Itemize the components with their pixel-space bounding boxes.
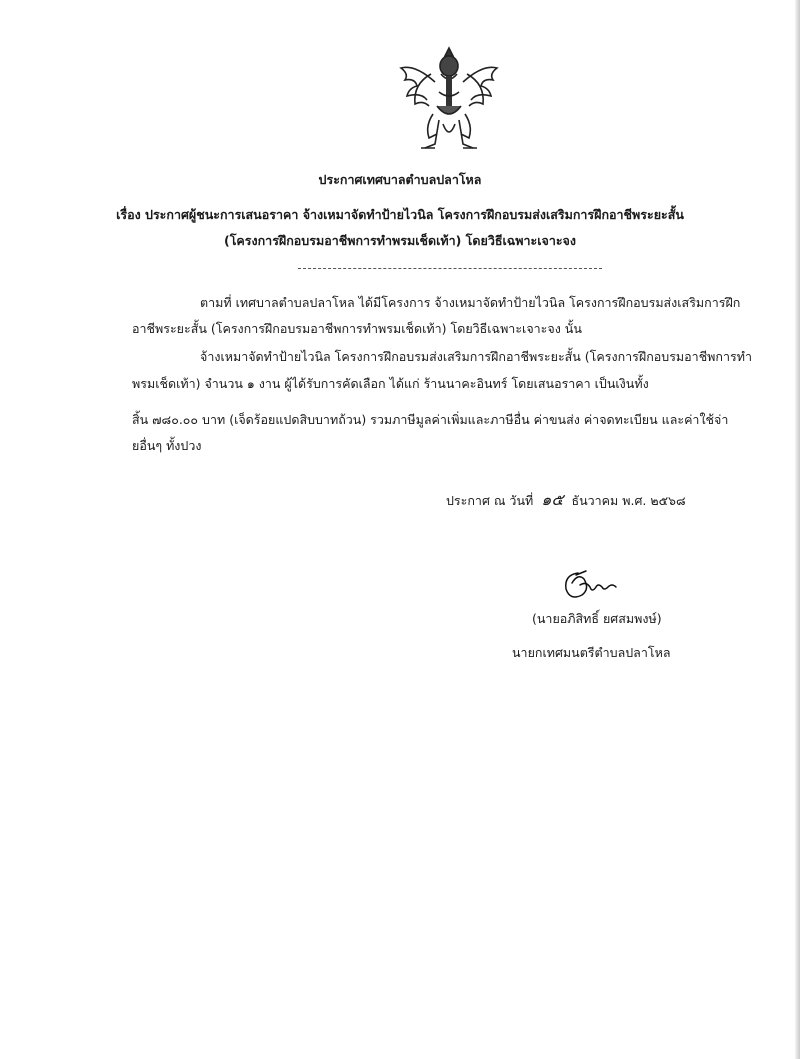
handwritten-signature-icon [556, 567, 624, 607]
date-day-handwritten: ๑๕ [541, 490, 564, 509]
paragraph-1-line-1: ตามที่ เทศบาลตำบลปลาโหล ได้มีโครงการ จ้างเหมาจัดทำป้ายไวนิล โครงการฝึกอบรมส่งเสริมการฝึก [200, 295, 741, 310]
announcement-date [446, 492, 686, 509]
issuing-office-title: ประกาศเทศบาลตำบลปลาโหล [318, 172, 482, 187]
paragraph-2-line-4: ยอื่นๆ ทั้งปวง [132, 438, 202, 453]
paragraph-2-line-1: จ้างเหมาจัดทำป้ายไวนิล โครงการฝึกอบรมส่งเสริมการฝึกอาชีพระยะสั้น (โครงการฝึกอบรมอาชีพการทำ [200, 349, 752, 364]
paragraph-2-line-3: สิ้น ๗๘๐.๐๐ บาท (เจ็ดร้อยแปดสิบบาทถ้วน) รวมภาษีมูลค่าเพิ่มและภาษีอื่น ค่าขนส่ง ค่าจดทะเบียน และค่าใช้จ่า [132, 412, 729, 427]
paragraph-1-line-2: อาชีพระยะสั้น (โครงการฝึกอบรมอาชีพการทำพรมเช็ดเท้า) โดยวิธีเฉพาะเจาะจง นั้น [132, 321, 582, 336]
garuda-emblem-icon [395, 44, 503, 156]
subject-line-2: (โครงการฝึกอบรมอาชีพการทำพรมเช็ดเท้า) โดยวิธีเฉพาะเจาะจง [224, 233, 576, 248]
signatory-position: นายกเทศมนตรีตำบลปลาโหล [512, 645, 671, 660]
scan-edge-shadow [795, 0, 800, 1059]
date-prefix: ประกาศ ณ วันที่ [446, 493, 534, 508]
paragraph-2-line-2: พรมเช็ดเท้า) จำนวน ๑ งาน ผู้ได้รับการคัดเลือก ได้แก่ ร้านนาคะอินทร์ โดยเสนอราคา เป็นเงินทั้ง [132, 376, 649, 391]
subject-line-1: เรื่อง ประกาศผู้ชนะการเสนอราคา จ้างเหมาจัดทำป้ายไวนิล โครงการฝึกอบรมส่งเสริมการฝึกอาชีพระยะสั้น [116, 207, 684, 222]
date-month-year: ธันวาคม พ.ศ. ๒๕๖๘ [571, 493, 686, 508]
signatory-name: (นายอภิสิทธิ์ ยศสมพงษ์) [532, 611, 662, 626]
divider-line [298, 268, 602, 269]
